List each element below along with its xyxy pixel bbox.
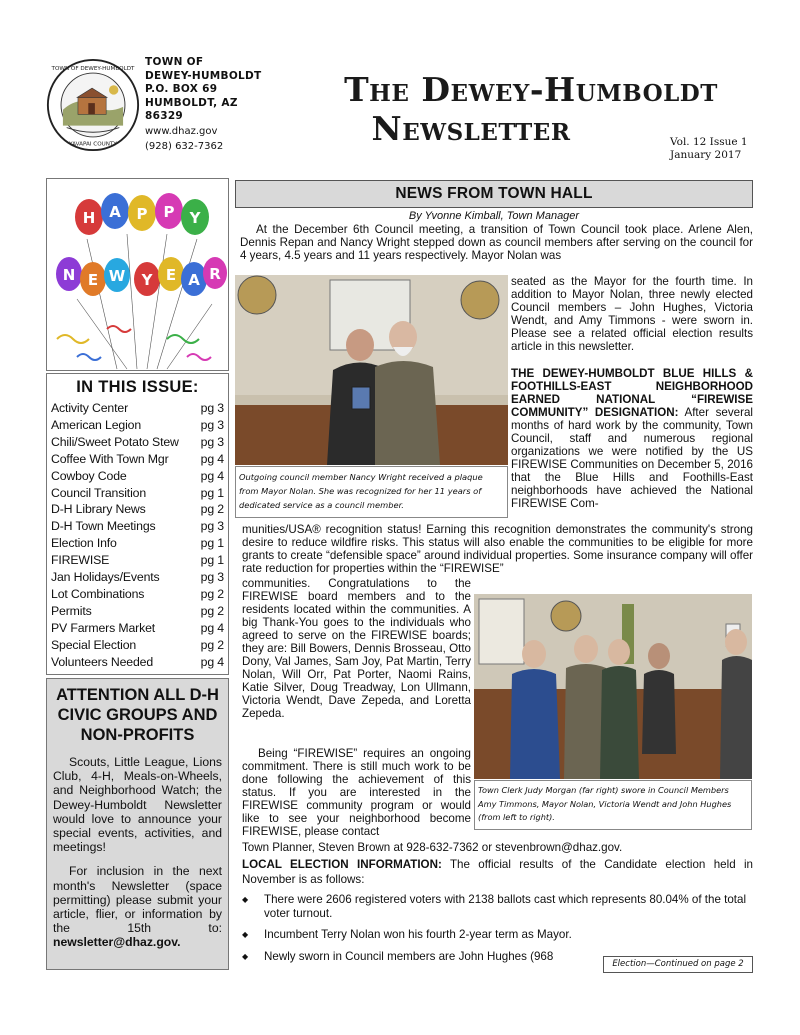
- list-item[interactable]: [51, 434, 224, 451]
- volume-issue: Vol. 12 Issue 1: [670, 136, 748, 148]
- photo-plaque-presentation: [235, 275, 508, 465]
- list-item[interactable]: [51, 485, 224, 502]
- list-item[interactable]: [51, 620, 224, 637]
- happy-new-year-graphic: [46, 178, 229, 371]
- svg-text:E: E: [87, 271, 99, 289]
- issue-info: [670, 136, 748, 162]
- issue-topic: American Legion: [51, 417, 142, 432]
- list-item: ◆ Incumbent Terry Nolan won his fourth 2-year term as Mayor.: [242, 928, 752, 942]
- attention-paragraph: Scouts, Little League, Lions Club, 4-H, Meals-on-Wheels, and Neighborhood Watch; the Dewey-Humboldt Newsletter would love to announce your special events, activities, and meetings!: [53, 755, 222, 855]
- list-item[interactable]: [51, 451, 224, 468]
- election-paragraph: [242, 858, 753, 887]
- photo-illustration: [474, 594, 752, 779]
- svg-text:Y: Y: [189, 209, 201, 227]
- svg-text:R: R: [209, 265, 221, 283]
- issue-topic: D-H Town Meetings: [51, 519, 156, 534]
- list-item[interactable]: [51, 400, 224, 417]
- list-item[interactable]: [51, 603, 224, 620]
- issue-topic: Chili/Sweet Potato Stew: [51, 434, 179, 449]
- town-seal-logo: [46, 58, 140, 152]
- continued-on-page-link[interactable]: Election—Continued on page 2: [603, 956, 753, 973]
- svg-text:A: A: [109, 203, 121, 221]
- firewise-heading: THE DEWEY-HUMBOLDT BLUE HILLS & FOOTHILLS-EAST NEIGHBORHOOD EARNED NATIONAL “FIREWISE COMMUNITY” DESIGNATION:: [511, 367, 753, 420]
- list-item[interactable]: [51, 637, 224, 654]
- attention-title: ATTENTION ALL D-H CIVIC GROUPS AND NON-PROFITS: [56, 686, 219, 744]
- firewise-continued: munities/USA® recognition status! Earning this recognition demonstrates the community's strong desire to reduce wildfire risks. This status will also enable the communities to be eligible for more grants to create “defensible space” around individual properties. Some insurance company will offer rate reduction for properties within the “FIREWISE”: [242, 523, 753, 576]
- list-item[interactable]: [51, 417, 224, 434]
- issue-topic: Jan Holidays/Events: [51, 570, 160, 585]
- svg-text:YAVAPAI COUNTY: YAVAPAI COUNTY: [69, 141, 117, 148]
- issue-page: pg 4: [200, 451, 224, 466]
- intro-text: At the December 6th Council meeting, a transition of Town Council took place. Arlene Alen, Dennis Repan and Nancy Wright stepped down as council members after serving on the council for 4 years, 4.5 years and 11 years respectively. Mayor Nolan was: [240, 223, 753, 263]
- issue-topic: Special Election: [51, 637, 137, 652]
- issue-page: pg 4: [200, 468, 224, 483]
- issue-page: pg 2: [200, 603, 224, 618]
- issue-topic: Volunteers Needed: [51, 654, 154, 669]
- list-item[interactable]: [51, 552, 224, 569]
- article-intro: [240, 223, 753, 262]
- svg-text:E: E: [165, 266, 177, 284]
- town-line: DEWEY-HUMBOLDT: [145, 69, 262, 82]
- svg-text:W: W: [108, 267, 126, 285]
- list-item[interactable]: [51, 518, 224, 535]
- section-title: NEWS FROM TOWN HALL: [235, 180, 753, 208]
- issue-page: pg 2: [200, 502, 224, 517]
- town-line: TOWN OF: [145, 56, 204, 68]
- town-line: P.O. BOX 69: [145, 83, 218, 96]
- issue-topic: Permits: [51, 603, 92, 618]
- firewise-text: After several months of hard work by the community, Town Council, staff and numerous regional organizations we were notified by the US FIREWISE Communities on December 5, 2016 that the Blue Hills and Foothills-East neighborhoods have achieved the National FIREWISE Com-: [511, 406, 753, 511]
- svg-text:P: P: [136, 205, 148, 223]
- issue-topic: Cowboy Code: [51, 468, 127, 483]
- election-text: The official results of the Candidate election held in November is as follows:: [242, 858, 754, 886]
- article-intro-continued: seated as the Mayor for the fourth time. In addition to Mayor Nolan, three newly elected Council members – John Hughes, Victoria Wendt, and Amy Timmons - were sworn in. Please see a related official election results article in this newsletter.: [511, 275, 753, 354]
- planner-contact: Town Planner, Steven Brown at 928-632-7362 or stevenbrown@dhaz.gov.: [242, 841, 623, 854]
- issue-topic: Election Info: [51, 536, 117, 551]
- issue-page: pg 3: [200, 417, 224, 432]
- submission-text: For inclusion in the next month's Newsletter (space permitting) please submit your article, flier, or information by the 15th to:: [53, 864, 222, 936]
- town-website-link[interactable]: www.dhaz.gov: [145, 125, 218, 137]
- issue-date: January 2017: [670, 149, 742, 161]
- list-item[interactable]: [51, 535, 224, 552]
- issue-page: pg 2: [200, 637, 224, 652]
- photo-illustration: [235, 275, 508, 465]
- attention-civic-groups-box: [46, 678, 229, 970]
- issue-topic: FIREWISE: [51, 553, 110, 568]
- list-item[interactable]: [51, 501, 224, 518]
- newsletter-email-link[interactable]: newsletter@dhaz.gov.: [53, 935, 181, 950]
- list-item[interactable]: [51, 468, 224, 485]
- election-heading: LOCAL ELECTION INFORMATION:: [242, 858, 442, 871]
- list-item[interactable]: [51, 654, 224, 671]
- firewise-paragraph: [511, 367, 753, 511]
- issue-page: pg 4: [200, 654, 224, 669]
- list-item[interactable]: [51, 586, 224, 603]
- issue-page: pg 3: [200, 434, 224, 449]
- issue-page: pg 1: [200, 553, 224, 568]
- issue-topic: Council Transition: [51, 485, 147, 500]
- issue-topic: Activity Center: [51, 401, 129, 415]
- issue-page: pg 4: [200, 620, 224, 635]
- in-this-issue-list: [47, 400, 228, 671]
- svg-text:H: H: [82, 209, 96, 227]
- issue-page: pg 2: [200, 586, 224, 601]
- issue-page: pg 3: [200, 401, 224, 415]
- photo-caption: Town Clerk Judy Morgan (far right) swore in Council Members Amy Timmons, Mayor Nolan, Victoria Wendt and John Hughes (from left to right).: [474, 780, 752, 830]
- town-line: 86329: [145, 110, 184, 123]
- svg-text:TOWN OF DEWEY-HUMBOLDT: TOWN OF DEWEY-HUMBOLDT: [51, 66, 135, 73]
- svg-text:P: P: [163, 203, 175, 221]
- issue-page: pg 3: [200, 519, 224, 534]
- list-item: ◆ There were 2606 registered voters with 2138 ballots cast which represents 80.04% of the total voter turnout.: [242, 893, 752, 920]
- photo-swearing-in: [474, 594, 752, 779]
- town-phone: (928) 632-7362: [145, 140, 224, 152]
- svg-text:N: N: [62, 266, 76, 284]
- commitment-text: Being “FIREWISE” requires an ongoing commitment. There is still much work to be done following the achievement of this status. If you are interested in the FIREWISE community program or would like to see your neighborhood become FIREWISE, please contact: [242, 747, 471, 839]
- issue-topic: D-H Library News: [51, 502, 146, 517]
- firewise-thanks: communities. Congratulations to the FIREWISE board members and to the residents located within the communities. A big Thank-You goes to the individuals who agreed to serve on the FIREWISE boards; they are: Bill Bowers, Dennis Brosseau, Otto Dony, Val James, Sam Joy, Pat Martin, Terry Nolan, Will Orr, Pat Porter, Naomi Rains, Katie Silver, Doug Treadway, Lon Ullmann, Victoria Wendt, Dave Zepeda, and Loretta Zepeda.: [242, 577, 471, 721]
- firewise-commitment: [242, 747, 471, 838]
- in-this-issue-box: [46, 373, 229, 675]
- photo-caption: Outgoing council member Nancy Wright received a plaque from Mayor Nolan. She was recognized for her 11 years of dedicated service as a council member.: [235, 466, 508, 518]
- attention-submission-paragraph: [53, 864, 222, 949]
- list-item: ◆ Newly sworn in Council members are John Hughes (968: [242, 950, 752, 964]
- list-item[interactable]: [51, 569, 224, 586]
- issue-topic: Coffee With Town Mgr: [51, 451, 169, 466]
- in-this-issue-title: IN THIS ISSUE:: [76, 378, 199, 396]
- issue-topic: Lot Combinations: [51, 586, 145, 601]
- issue-topic: PV Farmers Market: [51, 620, 156, 635]
- issue-page: pg 3: [200, 570, 224, 585]
- masthead-line-2: Newsletter: [371, 109, 571, 148]
- issue-page: pg 1: [200, 485, 224, 500]
- masthead-line-1: The Dewey-Humboldt: [344, 70, 718, 109]
- town-line: HUMBOLDT, AZ: [145, 96, 238, 109]
- balloons-illustration: [47, 179, 229, 371]
- issue-page: pg 1: [200, 536, 224, 551]
- svg-text:Y: Y: [141, 271, 153, 289]
- svg-text:A: A: [188, 271, 200, 289]
- article-byline: By Yvonne Kimball, Town Manager: [408, 210, 580, 222]
